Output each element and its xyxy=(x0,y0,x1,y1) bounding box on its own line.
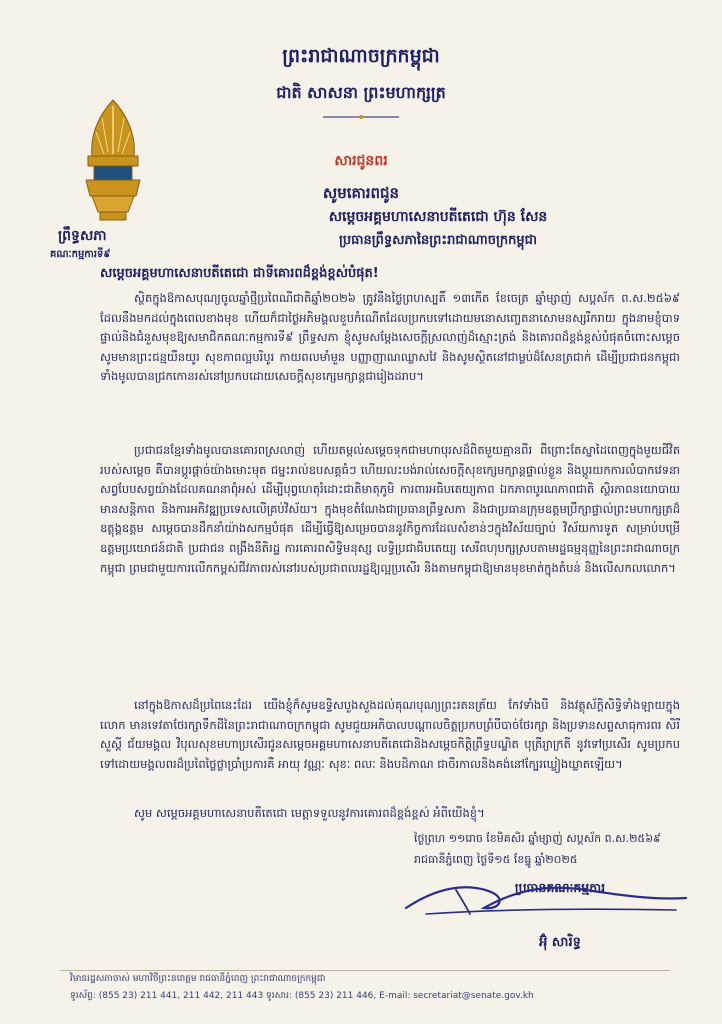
footer-address: វិមានរដ្ឋសភាចាស់ មហាវិថីព្រះនរោត្តម រាជធានីភ្នំពេញ ព្រះរាជាណាចក្រកម្ពុជា xyxy=(70,974,326,984)
kingdom-heading: ព្រះរាជាណាចក្រកម្ពុជា xyxy=(282,45,440,67)
date-lunar: ថ្ងៃព្រហ ១១រោច ខែមិគសិរ ឆ្នាំម្សាញ់ សប្តស័ក ព.ស.២៥៦៩ xyxy=(414,832,661,845)
date-solar: រាជធានីភ្នំពេញ ថ្ងៃទី១៥ ខែធ្នូ ឆ្នាំ២០២៥ xyxy=(414,853,578,866)
paragraph-1: ស្ថិតក្នុងឱកាសបុណ្យចូលឆ្នាំថ្មីប្រពៃណីជាតិឆ្នាំ២០២៦ ត្រូវនឹងថ្ងៃព្រហស្បតិ៍ ១៣កើត ខែចេត្រ ឆ្នាំម្សាញ់ សប្តស័ក ព.ស.២៥៦៩ ដែលនឹងមកដល់ក្នុងពេលខាងមុខ ហើយក៏ជាថ្ងៃអភិមង្គលខួបកំណើតដែលប្រកបទៅដោយមនោសញ្ចេតនាសោមនស្សរីករាយ ក្នុងនាមខ្ញុំបាទផ្ទាល់និងជំនួសមុខឱ្យសមាជិកគណៈកម្មការទី៩ ព្រឹទ្ធសភា ខ្ញុំសូមសម្តែងសេចក្តីស្រលាញ់ដ៏ស្មោះត្រង់ និងគោរពដ៏ខ្ពង់ខ្ពស់បំផុតចំពោះសម្តេច សូមមានព្រះជន្មយឺនយូរ សុខភាពល្អបរិបូរ កាយពលមាំមួន បញ្ញាញាណឈ្លាសវៃ និងសូមស្ថិតនៅជាម្លប់ដ៏សែនត្រជាក់ ដើម្បីប្រជាជនកម្ពុជាទាំងមូលបានជ្រកកោនរស់នៅប្រកបដោយសេចក្តីសុខក្សេមក្សាន្តជារៀងដរាប។ xyxy=(100,291,680,384)
national-motto: ជាតិ សាសនា ព្រះមហាក្សត្រ xyxy=(276,83,446,102)
footer-contact: ទូរស័ព្ទ: (855 23) 211 441, 211 442, 211 443 ទូរសារ: (855 23) 211 446, E-mail: secretariat@senate.gov.kh xyxy=(70,991,534,1001)
salutation: សម្តេចអគ្គមហាសេនាបតីតេជោ ជាទីគោរពដ៏ខ្ពង់ខ្ពស់បំផុត! xyxy=(100,266,379,281)
paragraph-3: នៅក្នុងឱកាសដ៏ប្រពៃនេះដែរ យើងខ្ញុំក៏សូមឧទ្ទិសបួងសួងដល់គុណបុណ្យព្រះរតនត្រ័យ កែវទាំងបី និងវត្ថុស័ក្តិសិទ្ធិទាំងឡាយក្នុងលោក មានទេវតាថែរក្សាទឹកដីនៃព្រះរាជាណាចក្រកម្ពុជា សូមជួយអភិបាលបណ្តាលចិត្តប្រកបព្រំបីបាច់ថែរក្សា និងប្រទានសព្ទសាធុការពរ សិរីសួស្តី ជ័យមង្គល វិបុលសុខមហាប្រសើរជូនសម្តេចអគ្គមហាសេនាបតីតេជោនិងសម្តេចកិត្តិព្រឹទ្ធបណ្ឌិត បុត្រីរ្យាក្រតី នូវទៅប្រសើរ សូមប្រកបទៅដោយមង្គលពរដ៏ប្រពៃថ្លៃថ្លាប្រាំប្រការគឺ អាយុ វណ្ណៈ សុខៈ ពលៈ និងបដិភាណ ជាចីរកាលនិងគង់នៅក្បែរឃ្លៀងឃ្លាតឡើយ។ xyxy=(100,698,680,771)
ornament-divider xyxy=(321,114,401,120)
signer-title: ប្រធានគណៈកម្មការ xyxy=(514,880,606,895)
footer-divider xyxy=(60,970,670,971)
letter-to: សូមគោរពជូន xyxy=(322,184,400,202)
recipient-name: សម្តេចអគ្គមហាសេនាបតីតេជោ ហ៊ុន សែន xyxy=(328,209,548,225)
handwritten-signature xyxy=(396,870,696,932)
closing-line: សូម សម្តេចអគ្គមហាសេនាបតីតេជោ មេត្តាទទួលនូវការគោរពដ៏ខ្ពង់ខ្ពស់ អំពីយើងខ្ញុំ។ xyxy=(134,806,485,820)
letter-type: សារជូនពរ xyxy=(334,153,388,169)
sender-committee: គណៈកម្មការទី៩ xyxy=(50,249,111,260)
paragraph-2: ប្រជាជនខ្មែរទាំងមូលបានគោរពស្រលាញ់ ហើយតម្កល់សម្តេចទុកជាមហាបុរសដ៏ពិតមួយគ្មានពីរ ពីព្រោះតែស្នាដៃពេញក្នុងមួយជីវិតរបស់សម្តេច គឺបានប្តូរផ្តាច់យ៉ាងមោះមុត ជម្នះរាល់ឧបសគ្គធំៗ ហើយលះបង់រាល់សេចក្តីសុខក្សេមក្សាន្តផ្ទាល់ខ្លួន និងប្តូរយកការលំបាកវេទនាសព្វបែបសព្វយ៉ាងដែលគណនាពុំអស់ ដើម្បីបុព្វហេតុរំដោះជាតិមាតុភូមិ ការពារអធិបតេយ្យភាព ឯកភាពបូរណភាពជាតិ ស្ថិរភាពនយោបាយ មានសន្តិភាព និងការអភិវឌ្ឍប្រទេសលើគ្រប់វិស័យ។ ក្នុងមុខតំណែងជាប្រធានព្រឹទ្ធសភា និងជាប្រធានក្រុមឧត្តមប្រឹក្សាផ្ទាល់ព្រះមហាក្សត្រដ៏ឧត្តុង្គឧត្តម សម្តេចបានដឹកនាំយ៉ាងសកម្មបំផុត ដើម្បីធ្វើឱ្យសម្រេចបាននូវកិច្ចការដែលសំខាន់ៗក្នុងវិស័យច្បាប់ វិស័យការទូត សម្រាប់បម្រើឧត្តមប្រយោជន៍ជាតិ ប្រជាជន ពង្រឹងនីតិរដ្ឋ ការគោរពសិទ្ធិមនុស្ស លទ្ធិប្រជាធិបតេយ្យ សេរីពហុបក្សស្របតាមរដ្ឋធម្មនុញ្ញនៃព្រះរាជាណាចក្រកម្ពុជា ព្រមជាមួយការលើកកម្ពស់ជីវភាពរស់នៅរបស់ប្រជាពលរដ្ឋឱ្យល្អប្រសើរ និងតាមកម្ពុជាឱ្យមានមុខមាត់ក្នុងតំបន់ និងលើសកលលោក។ xyxy=(100,443,680,575)
recipient-title: ប្រធានព្រឹទ្ធសភានៃព្រះរាជាណាចក្រកម្ពុជា xyxy=(339,233,537,248)
signer-name: អ៊ុំ សារិទ្ធ xyxy=(539,935,581,950)
sender-institution: ព្រឹទ្ធសភា xyxy=(58,228,107,244)
